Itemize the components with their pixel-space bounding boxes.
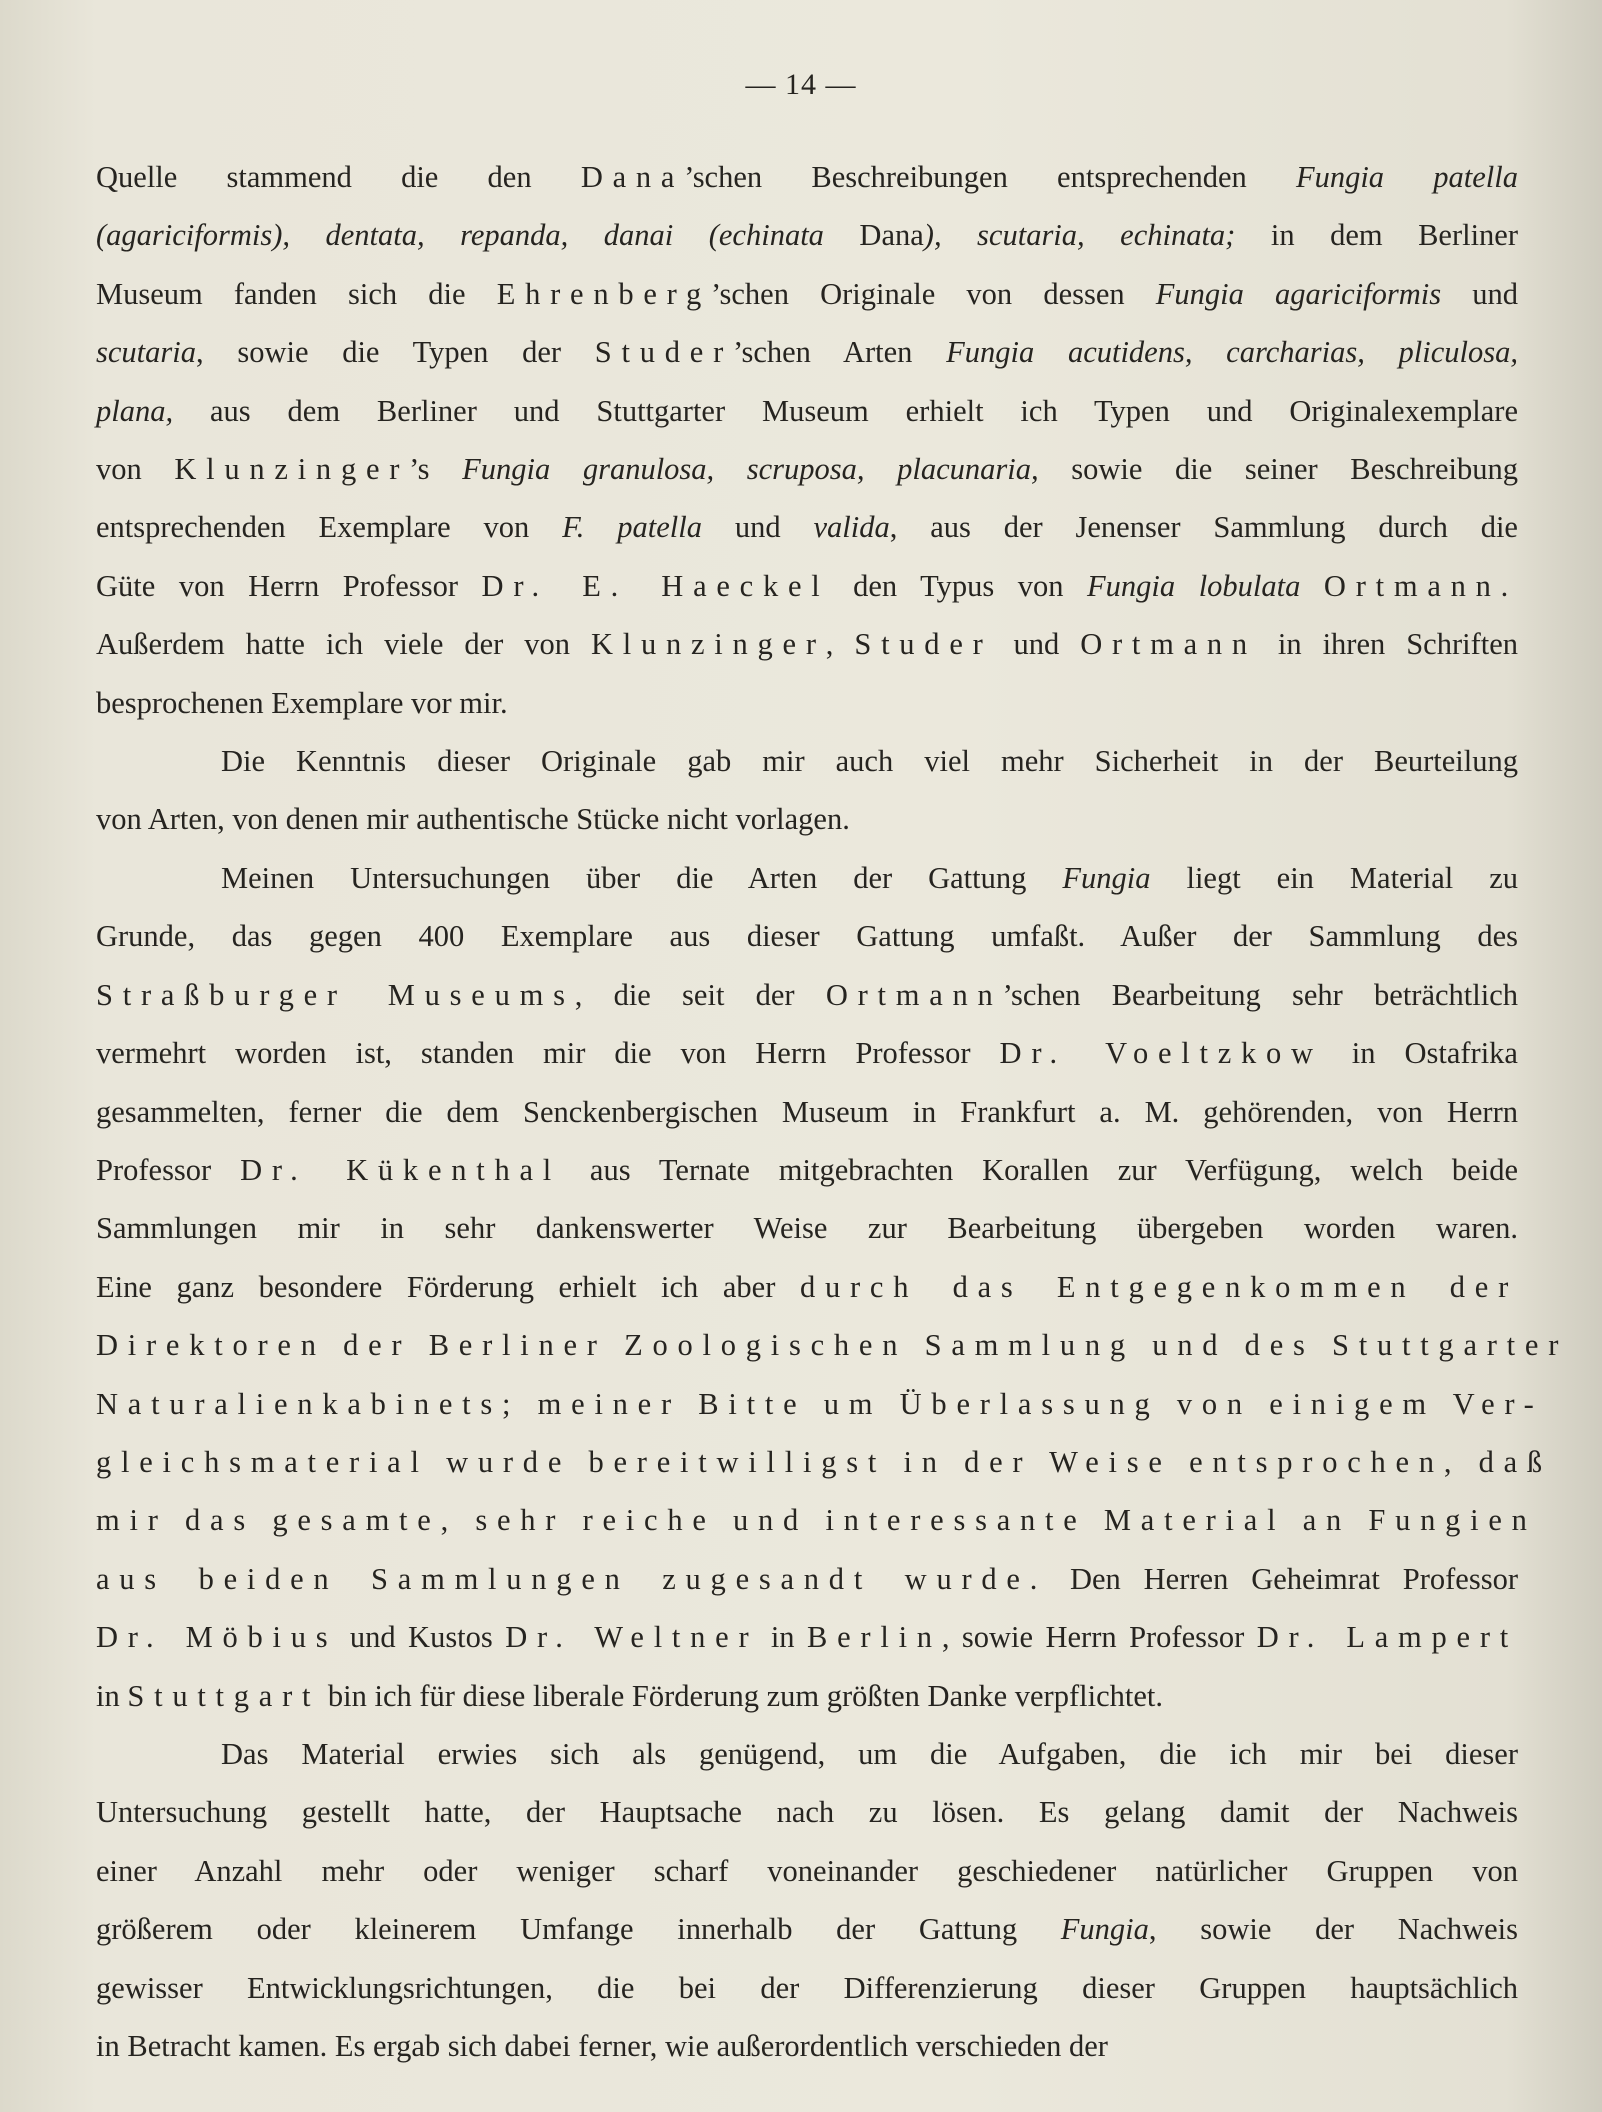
text-run: größerem oder kleinerem Umfange innerhalb der Gattung — [96, 1912, 1061, 1947]
italic-run: plana, — [96, 393, 174, 428]
italic-run: Fungia — [1062, 860, 1151, 895]
text-run: den Typus von — [829, 568, 1088, 603]
spaced-run: Klunzinger — [590, 627, 826, 662]
text-run: aus Ternate mitgebrachten Korallen zur Verfügung, welch beide — [561, 1152, 1518, 1187]
spaced-run: Dr. Weltner — [505, 1620, 759, 1655]
text-run: Museum fanden sich die — [96, 276, 497, 311]
text-run: in Ostafrika — [1322, 1036, 1518, 1071]
text-line — [96, 2017, 1518, 2075]
italic-run: F. patella — [562, 510, 702, 545]
text-run: in — [96, 1678, 128, 1713]
text-run: Grunde, das gegen 400 Exemplare aus dieser Gattung umfaßt. Außer der Sammlung des — [96, 919, 1518, 954]
spaced-run: Direktoren der Berliner Zoologischen Sammlung und des Stuttgarter — [96, 1328, 1569, 1363]
text-run: ’schen Originale von dessen — [711, 276, 1156, 311]
text-run: in dem Berliner — [1235, 218, 1519, 253]
paragraph — [96, 732, 1518, 849]
text-line — [96, 1375, 1544, 1433]
spaced-run: Naturalienkabinets; meiner Bitte um Überlassung von einigem Ver- — [96, 1386, 1544, 1421]
text-line — [96, 1608, 1518, 1666]
text-run: Quelle stammend die den — [96, 160, 581, 194]
body-text — [96, 148, 1569, 2075]
text-line — [96, 440, 1518, 498]
spaced-run: mir das gesamte, sehr reiche und interessante Material an Fungien — [96, 1503, 1537, 1538]
spaced-run: Berlin — [807, 1620, 942, 1655]
text-run: , aus der Jenenser Sammlung durch die — [889, 510, 1518, 545]
text-line — [96, 1083, 1518, 1141]
text-run: , — [825, 627, 855, 662]
text-run: Außerdem hatte ich viele der von — [96, 627, 591, 662]
text-line — [96, 148, 1518, 206]
text-line — [96, 1141, 1518, 1199]
text-line — [96, 615, 1518, 673]
text-line — [96, 966, 1518, 1024]
text-run: Das Material erwies sich als genügend, um die Aufgaben, die ich mir bei dieser — [221, 1736, 1518, 1771]
spaced-run: durch das Entgegenkommen der — [799, 1269, 1518, 1304]
text-line — [96, 1959, 1518, 2017]
text-run: sowie die seiner Beschreibung — [1038, 452, 1519, 487]
text-run: von — [96, 452, 175, 487]
text-run: Sammlungen mir in sehr dankenswerter Weise zur Bearbeitung übergeben worden waren. — [96, 1211, 1518, 1246]
italic-run: Fungia — [1060, 1912, 1149, 1947]
text-run: Untersuchung gestellt hatte, der Hauptsache nach zu lösen. Es gelang damit der Nachweis — [96, 1795, 1518, 1830]
italic-run: (agariciformis), dentata, repanda, danai (echinata — [96, 218, 860, 253]
text-line — [96, 1550, 1518, 1608]
text-run: in — [758, 1620, 808, 1655]
italic-run: Fungia lobulata — [1087, 568, 1301, 603]
text-line — [96, 1783, 1518, 1841]
text-line — [96, 557, 1518, 615]
text-run: bin ich für diese liberale Förderung zum größten Danke verpflichtet. — [320, 1678, 1163, 1713]
text-run: aus dem Berliner und Stuttgarter Museum erhielt ich Typen und Originalexemplare — [173, 393, 1518, 428]
spaced-run: Dr. Kükenthal — [240, 1152, 562, 1187]
spaced-run: Dr. E. Haeckel — [481, 568, 830, 603]
spaced-run: aus beiden Sammlungen zugesandt wurde. — [96, 1561, 1048, 1596]
spaced-run: Ortmann — [825, 977, 1003, 1012]
text-line — [96, 323, 1518, 381]
text-line — [96, 1667, 1518, 1725]
text-run: , sowie der Nachweis — [1148, 1912, 1518, 1947]
text-run: , die seit der — [574, 977, 826, 1012]
text-line — [96, 674, 1518, 732]
text-run: Dana — [859, 218, 924, 253]
text-line — [96, 265, 1518, 323]
spaced-run: Studer — [594, 335, 733, 370]
text-run: ’s — [409, 452, 463, 487]
text-line — [96, 1842, 1518, 1900]
text-run: in ihren Schriften — [1256, 627, 1518, 662]
paragraph — [96, 148, 1518, 732]
spaced-run: Dana — [580, 160, 685, 194]
text-run: in Betracht kamen. Es ergab sich dabei ferner, wie außerordentlich verschieden der — [96, 2029, 1108, 2063]
text-line — [96, 1433, 1552, 1491]
text-line — [96, 849, 1518, 907]
italic-run: Fungia acutidens, carcharias, pliculosa, — [946, 335, 1518, 370]
italic-run: valida — [813, 510, 890, 545]
italic-run: Fungia agariciformis — [1155, 276, 1442, 311]
text-run: liegt ein Material zu — [1150, 860, 1518, 895]
spaced-run: Dr. Lampert — [1256, 1620, 1518, 1655]
spaced-run: Straßburger Museums — [96, 977, 575, 1012]
text-run: Eine ganz besondere Förderung erhielt ich aber — [96, 1269, 800, 1304]
text-run: ’schen Bearbeitung sehr beträchtlich — [1002, 977, 1518, 1012]
text-run: Die Kenntnis dieser Originale gab mir auch viel mehr Sicherheit in der Beurteilung — [221, 744, 1518, 779]
text-line — [96, 1900, 1518, 1958]
text-run: einer Anzahl mehr oder weniger scharf voneinander geschiedener natürlicher Gruppen von — [96, 1853, 1518, 1888]
text-run: Den Herren Geheimrat Professor — [1047, 1561, 1518, 1596]
text-line — [96, 1199, 1518, 1257]
text-run: gewisser Entwicklungsrichtungen, die bei der Differenzierung dieser Gruppen hauptsächlich — [96, 1970, 1518, 2005]
text-run: entsprechenden Exemplare von — [96, 510, 563, 545]
paragraph — [96, 849, 1569, 1725]
text-run: Professor — [96, 1152, 241, 1187]
spaced-run: Studer — [854, 627, 993, 662]
text-run: und — [702, 510, 814, 545]
text-line — [96, 732, 1518, 790]
italic-run: ), scutaria, echinata; — [923, 218, 1236, 253]
text-line — [96, 1316, 1569, 1374]
page-number: — 14 — — [745, 68, 857, 101]
spaced-run: Stuttgart — [127, 1678, 321, 1713]
spaced-run: Dr. Voeltzkow — [999, 1036, 1323, 1071]
text-line — [96, 1725, 1518, 1783]
text-line — [96, 498, 1518, 556]
text-run: und — [1441, 276, 1519, 311]
text-run: Meinen Untersuchungen über die Arten der Gattung — [221, 860, 1063, 895]
text-run: , sowie die Typen der — [195, 335, 595, 370]
text-line — [96, 382, 1518, 440]
text-line — [96, 1491, 1537, 1549]
text-line — [96, 1024, 1518, 1082]
spaced-run: gleichsmaterial wurde bereitwilligst in der Weise entsprochen, daß — [96, 1444, 1552, 1479]
italic-run: Fungia granulosa, scruposa, placunaria, — [462, 452, 1039, 487]
text-line — [96, 907, 1518, 965]
spaced-run: Ortmann. — [1323, 568, 1519, 603]
text-run — [1300, 569, 1324, 603]
text-run: vermehrt worden ist, standen mir die von Herrn Professor — [96, 1036, 1000, 1071]
text-run: , sowie Herrn Professor — [941, 1620, 1257, 1655]
text-run: Güte von Herrn Professor — [96, 568, 482, 603]
text-run: und Kustos — [337, 1620, 506, 1655]
text-run: gesammelten, ferner die dem Senckenbergischen Museum in Frankfurt a. M. gehörenden, von Herrn — [96, 1094, 1518, 1129]
text-run: ’schen Beschreibungen entsprechenden — [684, 160, 1296, 194]
italic-run: scutaria — [96, 335, 196, 370]
text-run: und — [992, 627, 1081, 662]
text-line — [96, 1258, 1518, 1316]
text-run: von Arten, von denen mir authentische Stücke nicht vorlagen. — [96, 802, 850, 837]
spaced-run: Ortmann — [1080, 627, 1257, 662]
text-run: besprochenen Exemplare vor mir. — [96, 685, 508, 720]
spaced-run: Klunzinger — [174, 452, 410, 487]
paragraph — [96, 1725, 1518, 2075]
text-line — [96, 790, 1518, 848]
spaced-run: Dr. Möbius — [96, 1620, 338, 1655]
text-run: ’schen Arten — [733, 335, 947, 370]
text-line — [96, 206, 1518, 264]
spaced-run: Ehrenberg — [496, 276, 712, 311]
italic-run: Fungia patella — [1295, 160, 1518, 194]
